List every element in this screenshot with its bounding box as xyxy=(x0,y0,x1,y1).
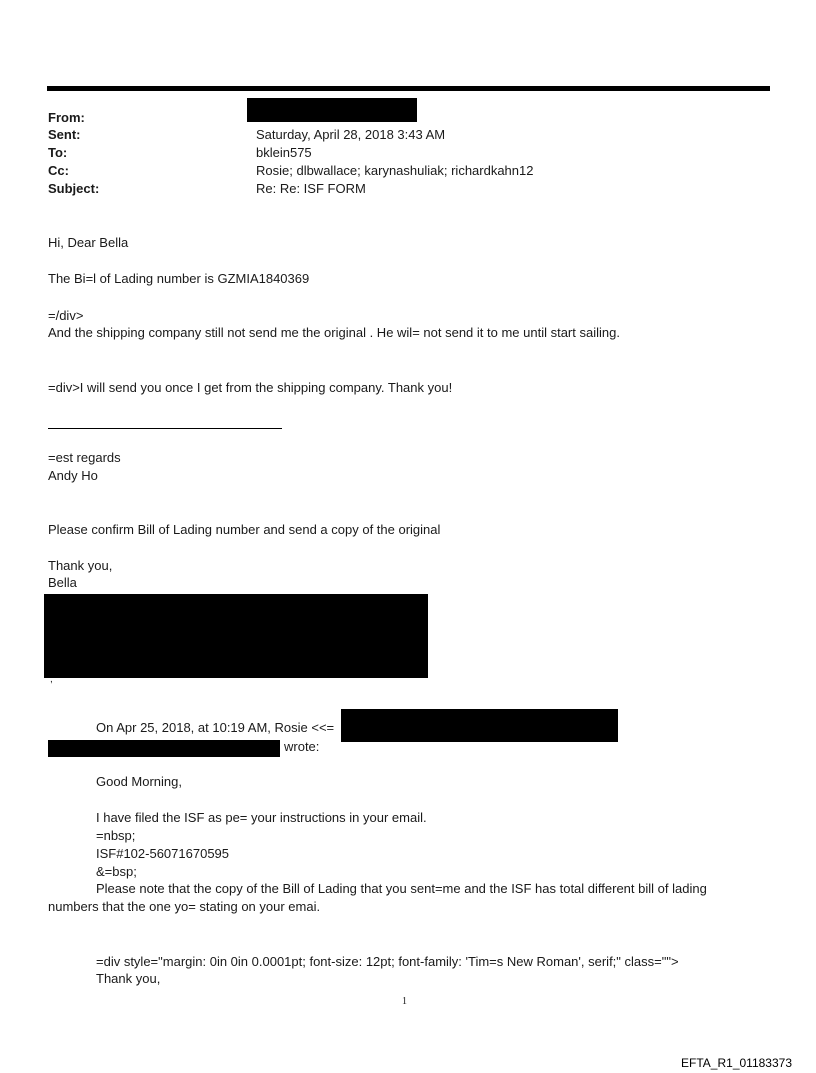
regards-line: =est regards xyxy=(48,450,121,465)
bella-line: Bella xyxy=(48,575,77,590)
signature-divider xyxy=(48,428,282,429)
email-redaction-2 xyxy=(48,740,280,757)
filed-line: I have filed the ISF as pe= your instructions in your email. xyxy=(96,810,427,825)
thanks-line: Thank you, xyxy=(48,558,113,573)
quote-intro: On Apr 25, 2018, at 10:19 AM, Rosie <<= xyxy=(96,720,335,735)
subject-label: Subject: xyxy=(48,181,100,196)
note-line-1: Please note that the copy of the Bill of Lading that you sent=me and the ISF has total different bill of lading xyxy=(96,881,707,896)
nbsp-line-2: &=bsp; xyxy=(96,864,137,879)
from-redaction xyxy=(247,98,417,122)
wrote-line: wrote: xyxy=(284,739,320,754)
nbsp-line-1: =nbsp; xyxy=(96,828,136,843)
page-number: 1 xyxy=(402,996,407,1007)
div-close-line: =/div> xyxy=(48,308,84,323)
bol-line: The Bi=l of Lading number is GZMIA1840369 xyxy=(48,271,310,286)
cc-label: Cc: xyxy=(48,163,69,178)
isf-number: ISF#102-56071670595 xyxy=(96,846,230,861)
confirm-line: Please confirm Bill of Lading number and send a copy of the original xyxy=(48,522,441,537)
document-id: EFTA_R1_01183373 xyxy=(681,1056,792,1070)
greeting: Hi, Dear Bella xyxy=(48,235,129,250)
cc-value: Rosie; dlbwallace; karynashuliak; richardkahn12 xyxy=(256,163,534,178)
shipping-line: And the shipping company still not send me the original . He wil= not send it to me until start sailing. xyxy=(48,325,620,340)
to-value: bklein575 xyxy=(256,145,312,160)
note-line-2: numbers that the one yo= stating on your emai. xyxy=(48,899,321,914)
sender-name: Andy Ho xyxy=(48,468,98,483)
sent-value: Saturday, April 28, 2018 3:43 AM xyxy=(256,127,446,142)
signature-redaction xyxy=(44,594,428,678)
div-style-line: =div style="margin: 0in 0in 0.0001pt; font-size: 12pt; font-family: 'Tim=s New Roman', serif;" class=""> xyxy=(96,954,679,969)
to-label: To: xyxy=(48,145,68,160)
good-morning: Good Morning, xyxy=(96,774,182,789)
thanks-line-2: Thank you, xyxy=(96,971,161,986)
header-rule xyxy=(47,86,770,91)
email-redaction-1 xyxy=(341,709,618,742)
from-label: From: xyxy=(48,110,85,125)
redaction-tail: , xyxy=(50,674,53,685)
sent-label: Sent: xyxy=(48,127,81,142)
subject-value: Re: Re: ISF FORM xyxy=(256,181,366,196)
send-line: =div>I will send you once I get from the shipping company. Thank you! xyxy=(48,380,453,395)
